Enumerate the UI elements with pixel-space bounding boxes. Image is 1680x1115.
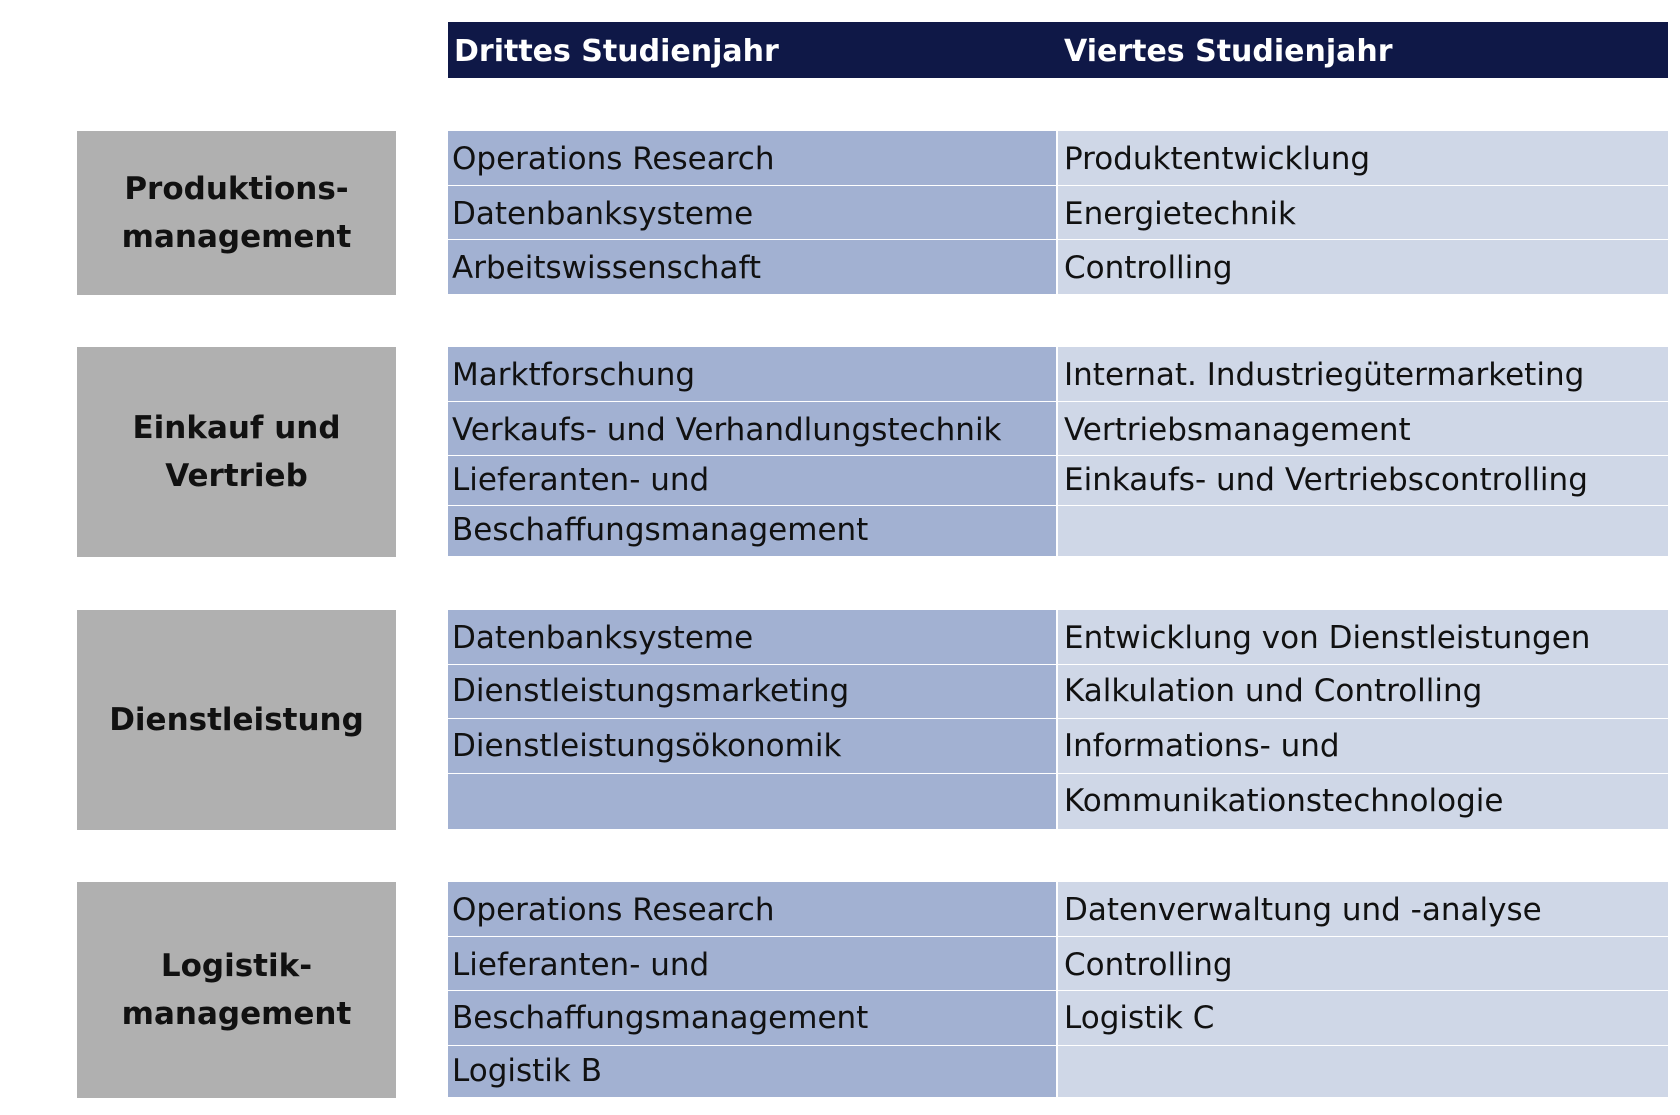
third-year-cell: Operations Research (448, 131, 1058, 186)
group-label-line1: Produktions- (124, 171, 349, 207)
table-row (448, 131, 1668, 186)
fourth-year-cell: Datenverwaltung und -analyse (1058, 882, 1668, 937)
third-year-cell: Lieferanten- und (448, 456, 1058, 506)
third-year-cell: Beschaffungsmanagement (448, 506, 1058, 557)
group-label-logistikmanagement (77, 882, 396, 1098)
table-row (448, 882, 1668, 937)
group-label-line2: management (121, 219, 352, 255)
group-table-einkauf-und-vertrieb (448, 347, 1668, 557)
group-label-line1: Einkauf und (132, 410, 341, 446)
table-row (448, 719, 1668, 774)
third-year-cell: Dienstleistungsökonomik (448, 719, 1058, 774)
group-table-logistikmanagement (448, 882, 1668, 1098)
third-year-cell: Datenbanksysteme (448, 186, 1058, 240)
group-label-dienstleistung (77, 610, 396, 830)
third-year-cell: Dienstleistungsmarketing (448, 665, 1058, 719)
group-label-einkauf-und-vertrieb (77, 347, 396, 557)
table-row (448, 665, 1668, 719)
table-row (448, 240, 1668, 295)
group-label-line2: management (121, 996, 352, 1032)
fourth-year-cell: Energietechnik (1058, 186, 1668, 240)
third-year-cell: Lieferanten- und (448, 937, 1058, 991)
table-row (448, 456, 1668, 506)
group-label-line1: Logistik- (160, 948, 313, 984)
third-year-cell: Datenbanksysteme (448, 610, 1058, 665)
fourth-year-cell: Entwicklung von Dienstleistungen (1058, 610, 1668, 665)
table-row (448, 610, 1668, 665)
fourth-year-cell: Controlling (1058, 240, 1668, 295)
fourth-year-cell: Kalkulation und Controlling (1058, 665, 1668, 719)
third-year-cell: Arbeitswissenschaft (448, 240, 1058, 295)
header-fourth-year: Viertes Studienjahr (1064, 34, 1393, 69)
third-year-cell (448, 774, 1058, 830)
table-row (448, 1046, 1668, 1098)
fourth-year-cell: Produktentwicklung (1058, 131, 1668, 186)
fourth-year-cell: Internat. Industriegütermarketing (1058, 347, 1668, 402)
table-row (448, 347, 1668, 402)
third-year-cell: Beschaffungsmanagement (448, 991, 1058, 1046)
table-header (448, 22, 1668, 78)
fourth-year-cell (1058, 1046, 1668, 1098)
table-row (448, 506, 1668, 557)
table-row (448, 774, 1668, 830)
fourth-year-cell: Controlling (1058, 937, 1668, 991)
third-year-cell: Operations Research (448, 882, 1058, 937)
table-row (448, 991, 1668, 1046)
fourth-year-cell: Logistik C (1058, 991, 1668, 1046)
third-year-cell: Marktforschung (448, 347, 1058, 402)
group-table-produktionsmanagement (448, 131, 1668, 295)
table-row (448, 402, 1668, 456)
group-label-line1: Dienstleistung (109, 702, 364, 738)
fourth-year-cell: Informations- und (1058, 719, 1668, 774)
third-year-cell: Verkaufs- und Verhandlungstechnik (448, 402, 1058, 456)
table-row (448, 186, 1668, 240)
group-label-produktionsmanagement (77, 131, 396, 295)
table-row (448, 937, 1668, 991)
fourth-year-cell: Vertriebsmanagement (1058, 402, 1668, 456)
group-table-dienstleistung (448, 610, 1668, 830)
fourth-year-cell (1058, 506, 1668, 557)
fourth-year-cell: Kommunikationstechnologie (1058, 774, 1668, 830)
third-year-cell: Logistik B (448, 1046, 1058, 1098)
group-label-line2: Vertrieb (165, 458, 308, 494)
fourth-year-cell: Einkaufs- und Vertriebscontrolling (1058, 456, 1668, 506)
header-third-year: Drittes Studienjahr (454, 34, 779, 69)
